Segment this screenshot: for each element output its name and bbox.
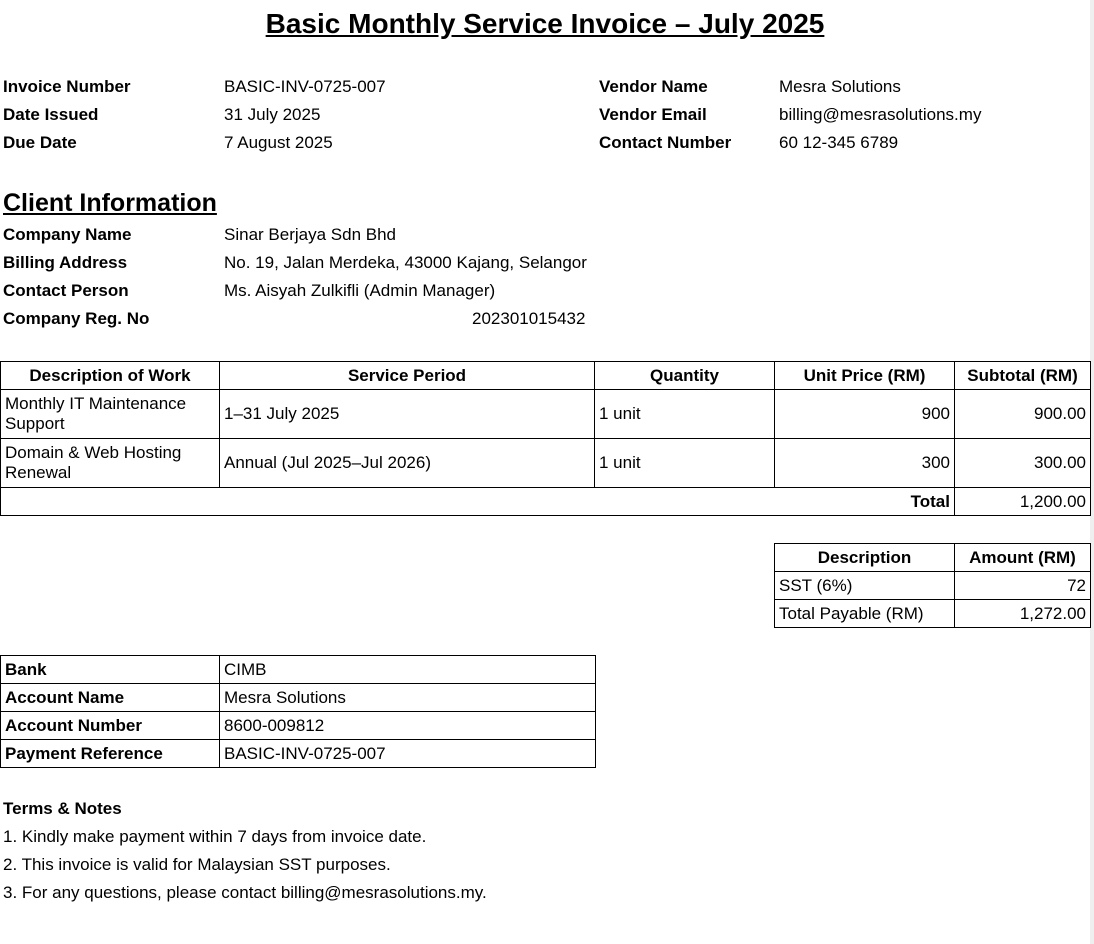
vendor-row-name [599, 73, 1079, 101]
total-label: Total [1, 488, 955, 516]
meta-label: Invoice Number [3, 77, 131, 96]
vendor-info [599, 73, 1079, 157]
vendor-value: 60 12-345 6789 [779, 133, 899, 152]
item-quantity: 1 unit [595, 439, 775, 488]
column-header: Service Period [220, 362, 595, 390]
summary-value: 1,272.00 [955, 600, 1091, 628]
client-value: No. 19, Jalan Merdeka, 43000 Kajang, Selangor [224, 253, 587, 272]
terms-notes [3, 795, 487, 907]
client-info [3, 221, 623, 333]
vendor-row-contact [599, 129, 1079, 157]
summary-header-row [775, 544, 1091, 572]
summary-value: 72 [955, 572, 1091, 600]
invoice-title: Basic Monthly Service Invoice – July 2025 [265, 8, 825, 39]
client-value: 202301015432 [472, 309, 586, 328]
item-period: Annual (Jul 2025–Jul 2026) [220, 439, 595, 488]
total-value: 1,200.00 [955, 488, 1091, 516]
summary-row-total-payable [775, 600, 1091, 628]
summary-label: Total Payable (RM) [775, 600, 955, 628]
meta-label: Due Date [3, 133, 77, 152]
bank-row [1, 656, 596, 684]
bank-row [1, 712, 596, 740]
table-row [1, 439, 1091, 488]
item-period: 1–31 July 2025 [220, 390, 595, 439]
table-header-row [1, 362, 1091, 390]
vendor-row-email [599, 101, 1079, 129]
meta-value: BASIC-INV-0725-007 [224, 77, 386, 96]
client-label: Company Reg. No [3, 309, 150, 328]
terms-item: 3. For any questions, please contact billing@mesrasolutions.my. [3, 883, 487, 902]
bank-label: Account Number [1, 712, 220, 740]
invoice-meta [3, 73, 563, 157]
bank-value: CIMB [220, 656, 596, 684]
client-row-billing-address [3, 249, 623, 277]
item-subtotal: 300.00 [955, 439, 1091, 488]
table-row [1, 390, 1091, 439]
column-header: Description [775, 544, 955, 572]
meta-row-invoice-number [3, 73, 563, 101]
client-label: Contact Person [3, 281, 129, 300]
meta-row-due-date [3, 129, 563, 157]
client-value: Sinar Berjaya Sdn Bhd [224, 225, 396, 244]
client-row-contact-person [3, 277, 623, 305]
item-unit-price: 900 [775, 390, 955, 439]
item-subtotal: 900.00 [955, 390, 1091, 439]
vendor-label: Contact Number [599, 133, 732, 152]
column-header: Description of Work [1, 362, 220, 390]
line-items-table [0, 361, 1091, 516]
client-value: Ms. Aisyah Zulkifli (Admin Manager) [224, 281, 496, 300]
bank-row [1, 684, 596, 712]
column-header: Amount (RM) [955, 544, 1091, 572]
client-row-reg-no [3, 305, 623, 333]
vendor-label: Vendor Email [599, 105, 707, 124]
item-description: Monthly IT Maintenance Support [1, 390, 220, 439]
meta-label: Date Issued [3, 105, 99, 124]
meta-value: 31 July 2025 [224, 105, 321, 124]
vendor-label: Vendor Name [599, 77, 708, 96]
item-description: Domain & Web Hosting Renewal [1, 439, 220, 488]
meta-value: 7 August 2025 [224, 133, 333, 152]
terms-item: 1. Kindly make payment within 7 days from invoice date. [3, 827, 427, 846]
bank-label: Bank [1, 656, 220, 684]
bank-label: Account Name [1, 684, 220, 712]
bank-value: 8600-009812 [220, 712, 596, 740]
summary-table [774, 543, 1091, 628]
terms-item: 2. This invoice is valid for Malaysian SST purposes. [3, 855, 391, 874]
column-header: Unit Price (RM) [775, 362, 955, 390]
bank-value: BASIC-INV-0725-007 [220, 740, 596, 768]
column-header: Quantity [595, 362, 775, 390]
bank-details-table [0, 655, 596, 768]
total-row [1, 488, 1091, 516]
bank-label: Payment Reference [1, 740, 220, 768]
client-label: Company Name [3, 225, 132, 244]
item-unit-price: 300 [775, 439, 955, 488]
vendor-value: Mesra Solutions [779, 77, 901, 96]
summary-row-sst [775, 572, 1091, 600]
meta-row-date-issued [3, 101, 563, 129]
summary-label: SST (6%) [775, 572, 955, 600]
column-header: Subtotal (RM) [955, 362, 1091, 390]
bank-value: Mesra Solutions [220, 684, 596, 712]
client-row-company-name [3, 221, 623, 249]
client-label: Billing Address [3, 253, 128, 272]
bank-row [1, 740, 596, 768]
vendor-value: billing@mesrasolutions.my [779, 105, 982, 124]
terms-heading: Terms & Notes [3, 799, 122, 818]
item-quantity: 1 unit [595, 390, 775, 439]
client-info-heading: Client Information [3, 189, 217, 217]
